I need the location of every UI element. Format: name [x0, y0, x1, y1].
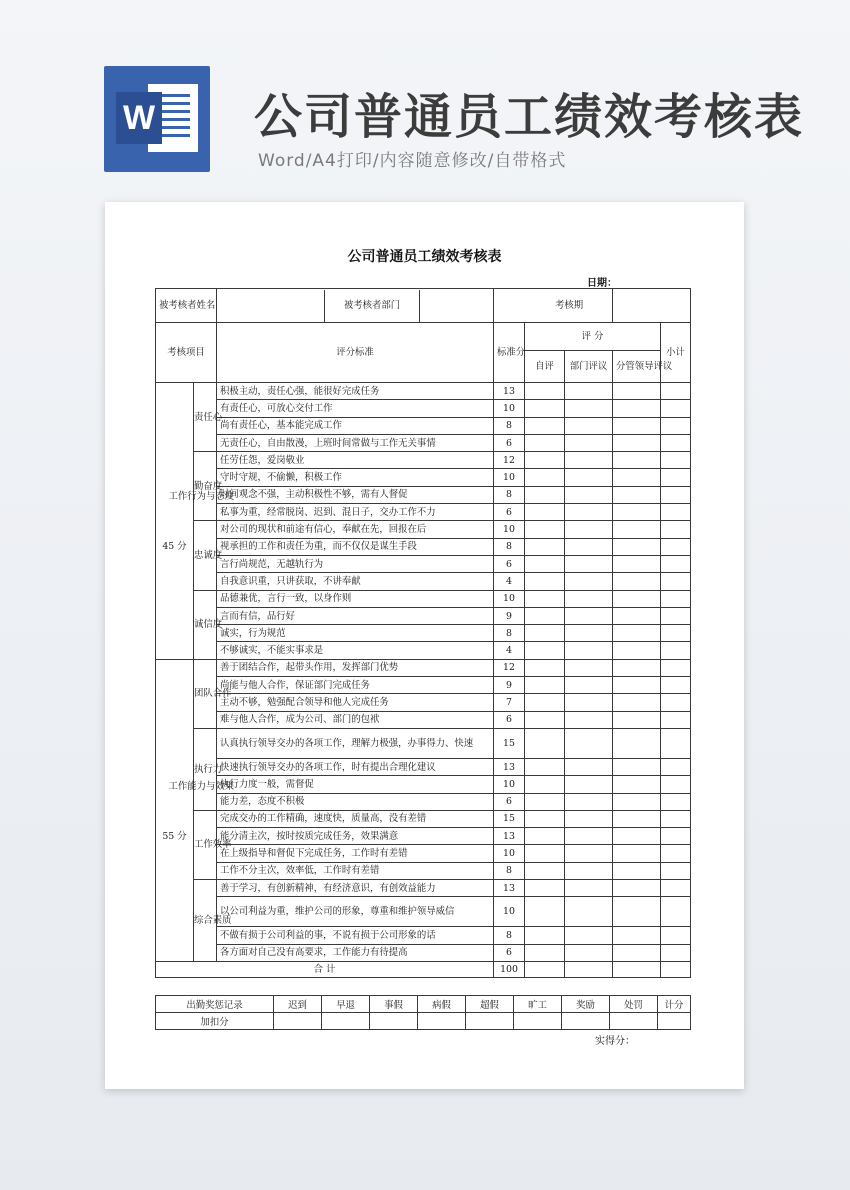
subtotal-cell[interactable] — [661, 711, 691, 728]
standard-score: 8 — [494, 927, 525, 944]
dept-review-header: 部门评议 — [565, 351, 613, 383]
subtotal-cell[interactable] — [661, 486, 691, 503]
standard-score: 9 — [494, 677, 525, 694]
leader-score-cell[interactable] — [613, 828, 661, 845]
subtotal-cell[interactable] — [661, 417, 691, 434]
adjust-cell[interactable] — [370, 1013, 418, 1030]
dept-score-cell[interactable] — [565, 521, 613, 538]
attendance-col: 旷工 — [514, 996, 562, 1013]
criteria-text: 各方面对自己没有高要求，工作能力有待提高 — [217, 944, 494, 961]
adjust-cell[interactable] — [466, 1013, 514, 1030]
criteria-text: 视承担的工作和责任为重，而不仅仅是谋生手段 — [217, 538, 494, 555]
leader-score-cell[interactable] — [613, 642, 661, 659]
group-label: 诚信度 — [194, 590, 217, 659]
self-score-cell[interactable] — [525, 897, 565, 927]
subtotal-cell[interactable] — [661, 758, 691, 775]
criteria-row — [156, 677, 691, 694]
self-score-cell[interactable] — [525, 677, 565, 694]
criteria-row — [156, 694, 691, 711]
leader-score-cell[interactable] — [613, 793, 661, 810]
criteria-row — [156, 845, 691, 862]
attendance-col: 处罚 — [610, 996, 658, 1013]
criteria-header: 评分标准 — [217, 323, 494, 383]
criteria-text: 在上级指导和督促下完成任务，工作时有差错 — [217, 845, 494, 862]
subtotal-cell[interactable] — [661, 400, 691, 417]
leader-score-cell[interactable] — [613, 504, 661, 521]
section-label: 工作能力与效果 — [168, 780, 235, 792]
criteria-row — [156, 728, 691, 758]
subtotal-cell[interactable] — [661, 607, 691, 624]
item-header: 考核项目 — [156, 323, 217, 383]
criteria-row — [156, 434, 691, 451]
criteria-text: 善于学习，有创新精神，有经济意识，有创效益能力 — [217, 880, 494, 897]
criteria-text: 对公司的现状和前途有信心，奉献在先，回报在后 — [217, 521, 494, 538]
leader-score-cell[interactable] — [613, 573, 661, 590]
hero-subtitle: Word/A4打印/内容随意修改/自带格式 — [258, 151, 567, 171]
dept-score-cell[interactable] — [565, 862, 613, 879]
leader-score-cell[interactable] — [613, 677, 661, 694]
subtotal-cell[interactable] — [661, 504, 691, 521]
dept-score-cell[interactable] — [565, 711, 613, 728]
standard-score: 6 — [494, 793, 525, 810]
standard-score: 4 — [494, 573, 525, 590]
standard-score: 6 — [494, 555, 525, 572]
criteria-text: 能力差，态度不积极 — [217, 793, 494, 810]
criteria-row — [156, 452, 691, 469]
criteria-row — [156, 927, 691, 944]
leader-score-cell[interactable] — [613, 927, 661, 944]
criteria-row — [156, 590, 691, 607]
standard-score: 12 — [494, 452, 525, 469]
dept-value-cell[interactable] — [420, 290, 491, 322]
standard-score: 8 — [494, 417, 525, 434]
group-label: 忠诚度 — [194, 521, 217, 590]
standard-score: 6 — [494, 504, 525, 521]
hero-title: 公司普通员工绩效考核表 — [254, 89, 805, 145]
criteria-row — [156, 417, 691, 434]
total-label: 合 计 — [156, 961, 494, 977]
self-score-cell[interactable] — [525, 728, 565, 758]
criteria-text: 时间观念不强，主动积极性不够，需有人督促 — [217, 486, 494, 503]
name-label: 被考核者姓名 — [156, 289, 217, 323]
leader-score-cell[interactable] — [613, 400, 661, 417]
standard-score: 6 — [494, 711, 525, 728]
adjust-cell[interactable] — [322, 1013, 370, 1030]
subtotal-cell[interactable] — [661, 538, 691, 555]
self-score-cell[interactable] — [525, 758, 565, 775]
leader-score-cell[interactable] — [613, 880, 661, 897]
subtotal-cell[interactable] — [661, 677, 691, 694]
leader-score-cell[interactable] — [613, 417, 661, 434]
dept-score-cell[interactable] — [565, 573, 613, 590]
criteria-text: 认真执行领导交办的各项工作，理解力极强，办事得力、快速 — [217, 728, 494, 758]
dept-score-cell[interactable] — [565, 434, 613, 451]
criteria-text: 工作不分主次，效率低，工作时有差错 — [217, 862, 494, 879]
attendance-col: 计分 — [658, 996, 691, 1013]
subtotal-cell[interactable] — [661, 573, 691, 590]
self-score-cell[interactable] — [525, 400, 565, 417]
self-score-cell[interactable] — [525, 555, 565, 572]
subtotal-cell[interactable] — [661, 434, 691, 451]
attendance-col: 事假 — [370, 996, 418, 1013]
subtotal-cell[interactable] — [661, 776, 691, 793]
criteria-row — [156, 555, 691, 572]
criteria-row — [156, 625, 691, 642]
criteria-text: 积极主动，责任心强，能很好完成任务 — [217, 383, 494, 400]
subtotal-cell[interactable] — [661, 880, 691, 897]
leader-score-cell[interactable] — [613, 659, 661, 676]
self-score-cell[interactable] — [525, 486, 565, 503]
dept-score-cell[interactable] — [565, 590, 613, 607]
attendance-col: 迟到 — [274, 996, 322, 1013]
attendance-col: 超假 — [466, 996, 514, 1013]
leader-score-cell[interactable] — [613, 434, 661, 451]
dept-score-cell[interactable] — [565, 880, 613, 897]
criteria-text: 有责任心，可放心交付工作 — [217, 400, 494, 417]
word-app-icon — [104, 66, 210, 172]
criteria-text: 快速执行领导交办的各项工作，时有提出合理化建议 — [217, 758, 494, 775]
criteria-text: 言而有信，品行好 — [217, 607, 494, 624]
leader-score-cell[interactable] — [613, 469, 661, 486]
self-score-cell[interactable] — [525, 521, 565, 538]
group-label: 综合素质 — [194, 880, 217, 962]
dept-score-cell[interactable] — [565, 897, 613, 927]
criteria-row — [156, 607, 691, 624]
leader-review-header: 分管领导评议 — [613, 351, 661, 383]
subtotal-cell[interactable] — [661, 625, 691, 642]
self-score-cell[interactable] — [525, 927, 565, 944]
standard-score: 8 — [494, 538, 525, 555]
criteria-text: 诚实，行为规范 — [217, 625, 494, 642]
leader-score-cell[interactable] — [613, 728, 661, 758]
dept-score-cell[interactable] — [565, 828, 613, 845]
criteria-row — [156, 711, 691, 728]
self-score-cell[interactable] — [525, 625, 565, 642]
self-score-cell[interactable] — [525, 793, 565, 810]
dept-score-cell[interactable] — [565, 607, 613, 624]
criteria-row — [156, 810, 691, 827]
total-value: 100 — [494, 961, 525, 977]
self-score-cell[interactable] — [525, 590, 565, 607]
self-score-cell[interactable] — [525, 469, 565, 486]
subtotal-cell[interactable] — [661, 590, 691, 607]
adjust-cell[interactable] — [658, 1013, 691, 1030]
self-score-cell[interactable] — [525, 880, 565, 897]
section-points: 55 分 — [162, 830, 187, 842]
self-score-cell[interactable] — [525, 776, 565, 793]
dept-score-cell[interactable] — [565, 504, 613, 521]
leader-score-cell[interactable] — [613, 758, 661, 775]
subtotal-cell[interactable] — [661, 383, 691, 400]
criteria-row — [156, 486, 691, 503]
dept-score-cell[interactable] — [565, 642, 613, 659]
dept-score-cell[interactable] — [565, 659, 613, 676]
subtotal-header: 小计 — [661, 323, 691, 383]
leader-score-cell[interactable] — [613, 486, 661, 503]
criteria-row — [156, 538, 691, 555]
criteria-row — [156, 383, 691, 400]
criteria-row — [156, 521, 691, 538]
criteria-text: 尚能与他人合作，保证部门完成任务 — [217, 677, 494, 694]
self-score-cell[interactable] — [525, 659, 565, 676]
criteria-text: 品德兼优，言行一致，以身作则 — [217, 590, 494, 607]
leader-score-cell[interactable] — [613, 862, 661, 879]
self-score-cell[interactable] — [525, 452, 565, 469]
criteria-row — [156, 828, 691, 845]
period-label: 考核期 — [555, 300, 584, 311]
dept-score-cell[interactable] — [565, 758, 613, 775]
group-label: 勤奋度 — [194, 452, 217, 521]
dept-score-cell[interactable] — [565, 944, 613, 961]
criteria-text: 任劳任怨，爱岗敬业 — [217, 452, 494, 469]
standard-score: 13 — [494, 758, 525, 775]
subtotal-cell[interactable] — [661, 862, 691, 879]
criteria-text: 不做有损于公司利益的事，不说有损于公司形象的话 — [217, 927, 494, 944]
standard-score: 13 — [494, 383, 525, 400]
standard-score: 6 — [494, 434, 525, 451]
leader-score-cell[interactable] — [613, 383, 661, 400]
self-score-cell[interactable] — [525, 538, 565, 555]
self-score-cell[interactable] — [525, 383, 565, 400]
self-score-cell[interactable] — [525, 711, 565, 728]
leader-score-cell[interactable] — [613, 590, 661, 607]
criteria-row — [156, 659, 691, 676]
leader-score-cell[interactable] — [613, 897, 661, 927]
dept-score-cell[interactable] — [565, 417, 613, 434]
total-row — [156, 961, 691, 977]
dept-score-cell[interactable] — [565, 793, 613, 810]
document-title: 公司普通员工绩效考核表 — [347, 249, 502, 265]
dept-score-cell[interactable] — [565, 383, 613, 400]
criteria-row — [156, 469, 691, 486]
adjust-cell[interactable] — [610, 1013, 658, 1030]
criteria-text: 守时守规，不偷懒，积极工作 — [217, 469, 494, 486]
attendance-col: 奖励 — [562, 996, 610, 1013]
criteria-row — [156, 776, 691, 793]
group-label: 责任心 — [194, 383, 217, 452]
criteria-text: 不够诚实，不能实事求是 — [217, 642, 494, 659]
std-score-header: 标准分 — [494, 323, 525, 383]
criteria-row — [156, 793, 691, 810]
self-score-cell[interactable] — [525, 504, 565, 521]
standard-score: 10 — [494, 845, 525, 862]
self-score-cell[interactable] — [525, 694, 565, 711]
dept-score-cell[interactable] — [565, 625, 613, 642]
dept-score-cell[interactable] — [565, 452, 613, 469]
dept-value-ext[interactable] — [494, 289, 613, 323]
dept-score-cell[interactable] — [565, 486, 613, 503]
subtotal-cell[interactable] — [661, 521, 691, 538]
dept-score-cell[interactable] — [565, 694, 613, 711]
dept-score-cell[interactable] — [565, 845, 613, 862]
date-label: 日期： — [587, 278, 617, 289]
standard-score: 9 — [494, 607, 525, 624]
word-w-letter: W — [116, 92, 162, 144]
leader-score-cell[interactable] — [613, 625, 661, 642]
standard-score: 8 — [494, 486, 525, 503]
adjust-cell[interactable] — [514, 1013, 562, 1030]
subtotal-cell[interactable] — [661, 659, 691, 676]
attendance-table — [155, 995, 691, 1030]
adjust-label: 加扣分 — [156, 1013, 274, 1030]
criteria-row — [156, 400, 691, 417]
adjust-cell[interactable] — [274, 1013, 322, 1030]
dept-score-cell[interactable] — [565, 728, 613, 758]
leader-score-cell[interactable] — [613, 845, 661, 862]
subtotal-cell[interactable] — [661, 897, 691, 927]
self-score-cell[interactable] — [525, 862, 565, 879]
criteria-text: 执行力度一般，需督促 — [217, 776, 494, 793]
standard-score: 10 — [494, 897, 525, 927]
subtotal-cell[interactable] — [661, 694, 691, 711]
standard-score: 10 — [494, 776, 525, 793]
standard-score: 15 — [494, 810, 525, 827]
standard-score: 13 — [494, 880, 525, 897]
dept-score-cell[interactable] — [565, 776, 613, 793]
criteria-text: 无责任心，自由散漫，上班时间常做与工作无关事情 — [217, 434, 494, 451]
self-score-cell[interactable] — [525, 573, 565, 590]
criteria-row — [156, 758, 691, 775]
dept-score-cell[interactable] — [565, 400, 613, 417]
self-score-cell[interactable] — [525, 642, 565, 659]
standard-score: 4 — [494, 642, 525, 659]
criteria-text: 私事为重，经常脱岗、迟到、混日子，交办工作不力 — [217, 504, 494, 521]
standard-score: 12 — [494, 659, 525, 676]
subtotal-cell[interactable] — [661, 845, 691, 862]
dept-score-cell[interactable] — [565, 677, 613, 694]
subtotal-cell[interactable] — [661, 728, 691, 758]
section-label: 工作行为与态度 — [168, 491, 235, 503]
leader-score-cell[interactable] — [613, 521, 661, 538]
criteria-row — [156, 573, 691, 590]
standard-score: 13 — [494, 828, 525, 845]
total-cell[interactable] — [525, 961, 565, 977]
adjust-cell[interactable] — [562, 1013, 610, 1030]
dept-score-cell[interactable] — [565, 555, 613, 572]
section-points: 45 分 — [162, 541, 187, 553]
attendance-col: 病假 — [418, 996, 466, 1013]
criteria-row — [156, 642, 691, 659]
criteria-text: 自我意识重，只讲获取，不讲奉献 — [217, 573, 494, 590]
total-cell[interactable] — [613, 961, 661, 977]
criteria-row — [156, 897, 691, 927]
subtotal-cell[interactable] — [661, 469, 691, 486]
leader-score-cell[interactable] — [613, 538, 661, 555]
dept-score-cell[interactable] — [565, 810, 613, 827]
subtotal-cell[interactable] — [661, 810, 691, 827]
subtotal-cell[interactable] — [661, 555, 691, 572]
period-cell[interactable] — [555, 289, 691, 323]
self-score-cell[interactable] — [525, 828, 565, 845]
criteria-text: 能分清主次，按时按质完成任务，效果满意 — [217, 828, 494, 845]
dept-score-cell[interactable] — [565, 469, 613, 486]
group-label: 工作效率 — [194, 810, 217, 879]
criteria-text: 尚有责任心，基本能完成工作 — [217, 417, 494, 434]
standard-score: 8 — [494, 862, 525, 879]
leader-score-cell[interactable] — [613, 810, 661, 827]
standard-score: 6 — [494, 944, 525, 961]
standard-score: 10 — [494, 521, 525, 538]
dept-score-cell[interactable] — [565, 538, 613, 555]
leader-score-cell[interactable] — [613, 776, 661, 793]
leader-score-cell[interactable] — [613, 452, 661, 469]
subtotal-cell[interactable] — [661, 927, 691, 944]
criteria-row — [156, 862, 691, 879]
total-cell[interactable] — [565, 961, 613, 977]
self-score-cell[interactable] — [525, 845, 565, 862]
criteria-row — [156, 880, 691, 897]
score-header: 评 分 — [525, 323, 661, 351]
leader-score-cell[interactable] — [613, 555, 661, 572]
leader-score-cell[interactable] — [613, 607, 661, 624]
self-score-cell[interactable] — [525, 810, 565, 827]
subtotal-cell[interactable] — [661, 944, 691, 961]
leader-score-cell[interactable] — [613, 944, 661, 961]
final-score-label: 实得分： — [595, 1036, 635, 1047]
self-review-header: 自评 — [525, 351, 565, 383]
self-score-cell[interactable] — [525, 944, 565, 961]
subtotal-cell[interactable] — [661, 452, 691, 469]
subtotal-cell[interactable] — [661, 642, 691, 659]
criteria-text: 主动不够，勉强配合领导和他人完成任务 — [217, 694, 494, 711]
standard-score: 8 — [494, 625, 525, 642]
leader-score-cell[interactable] — [613, 694, 661, 711]
criteria-row — [156, 504, 691, 521]
attendance-label: 出勤奖惩记录 — [156, 996, 274, 1013]
standard-score: 10 — [494, 590, 525, 607]
self-score-cell[interactable] — [525, 417, 565, 434]
group-label: 执行力 — [194, 728, 217, 810]
criteria-text: 以公司利益为重，维护公司的形象，尊重和维护领导威信 — [217, 897, 494, 927]
group-label: 团队合作 — [194, 659, 217, 728]
subtotal-cell[interactable] — [661, 793, 691, 810]
standard-score: 10 — [494, 400, 525, 417]
criteria-text: 言行尚规范，无越轨行为 — [217, 555, 494, 572]
document-sheet — [105, 202, 744, 1089]
self-score-cell[interactable] — [525, 434, 565, 451]
adjust-cell[interactable] — [418, 1013, 466, 1030]
subtotal-cell[interactable] — [661, 828, 691, 845]
self-score-cell[interactable] — [525, 607, 565, 624]
standard-score: 10 — [494, 469, 525, 486]
name-value-cell[interactable] — [217, 289, 494, 323]
evaluation-table — [155, 288, 691, 978]
criteria-text: 完成交办的工作精确，速度快，质量高，没有差错 — [217, 810, 494, 827]
leader-score-cell[interactable] — [613, 711, 661, 728]
total-cell[interactable] — [661, 961, 691, 977]
criteria-row — [156, 944, 691, 961]
dept-score-cell[interactable] — [565, 927, 613, 944]
criteria-text: 难与他人合作，成为公司、部门的包袱 — [217, 711, 494, 728]
criteria-text: 善于团结合作，起带头作用，发挥部门优势 — [217, 659, 494, 676]
dept-label: 被考核者部门 — [325, 290, 420, 322]
standard-score: 15 — [494, 728, 525, 758]
standard-score: 7 — [494, 694, 525, 711]
attendance-col: 早退 — [322, 996, 370, 1013]
